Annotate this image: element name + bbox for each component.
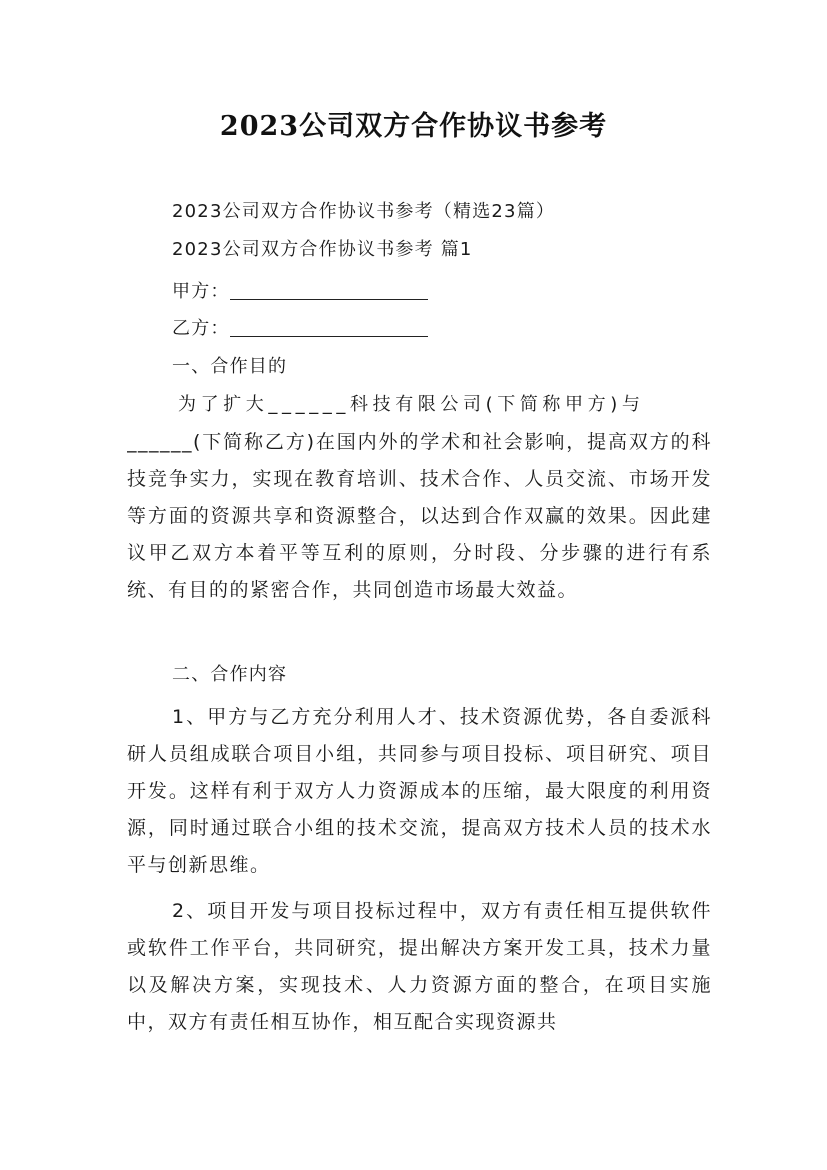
item-1-paragraph [127,699,712,885]
item-2-paragraph [127,893,712,1043]
item-2-text: 2、项目开发与项目投标过程中，双方有责任相互提供软件或软件工作平台，共同研究，提出解决方案开发工具，技术力量以及解决方案，实现技术、人力资源方面的整合，在项目实施中，双方有责任相互协作，相互配合实现资源共 [127,900,712,1033]
document-subtitle: 2023公司双方合作协议书参考（精选23篇） [172,201,556,222]
document-title: 2023公司双方合作协议书参考 [219,111,608,142]
party-b-blank [230,318,428,337]
section1-heading: 一、合作目的 [172,356,288,377]
party-a-line [172,280,428,304]
section1-paragraph-line1: 为了扩大______科技有限公司(下简称甲方)与 [178,394,645,415]
section1-paragraph-body: ______(下简称乙方)在国内外的学术和社会影响，提高双方的科技竞争实力，实现在教育培训、技术合作、人员交流、市场开发等方面的资源共享和资源整合，以达到合作双赢的效果。因此建议甲乙双方本着平等互利的原则，分时段、分步骤的进行有系统、有目的的紧密合作，共同创造市场最大效益。 [127,431,712,601]
party-b-label: 乙方： [172,318,230,339]
item-1-text: 1、甲方与乙方充分利用人才、技术资源优势，各自委派科研人员组成联合项目小组，共同参与项目投标、项目研究、项目开发。这样有利于双方人力资源成本的压缩，最大限度的利用资源，同时通过联合小组的技术交流，提高双方技术人员的技术水平与创新思维。 [127,706,712,876]
party-a-label: 甲方： [172,281,230,302]
article-heading: 2023公司双方合作协议书参考 篇1 [172,239,473,260]
party-a-blank [230,281,428,300]
party-b-line [172,317,428,341]
section2-heading: 二、合作内容 [172,664,288,685]
